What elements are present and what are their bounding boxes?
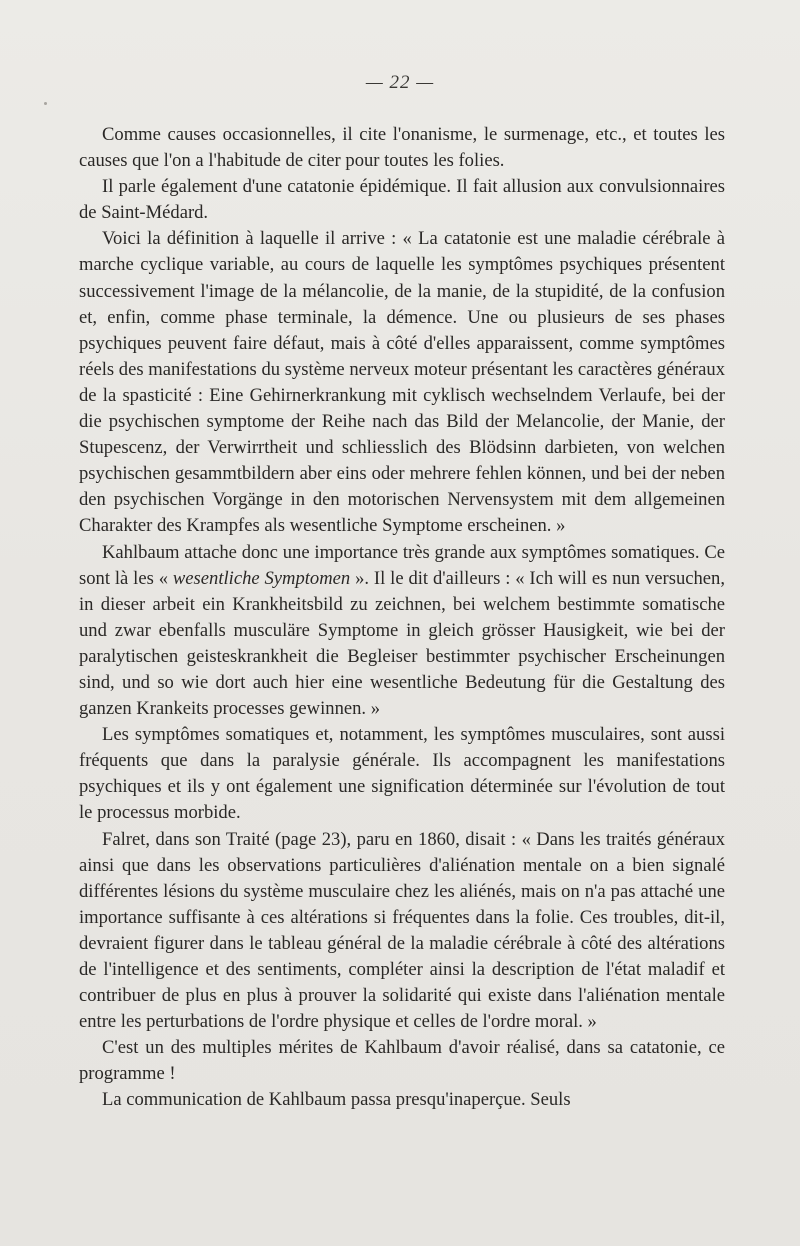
paragraph-text-after: ». Il le dit d'ailleurs : « Ich will es nun versuchen, in dieser arbeit ein Krankheitsbild zu zeichnen, bei welchem bestimmte somatische und zwar ebenfalls musculäre Symptome in gleich grösser Hausigkeit, wie bei der paralytischen geisteskrankheit die Begleiser bestimmter psychischer Erscheinungen sind, und so wie dort auch hier eine wesentliche Bedeutung für die Gestaltung des ganzen Krankeits processes gewinnen. » (79, 567, 725, 720)
paragraph-falret: Falret, dans son Traité (page 23), paru en 1860, disait : « Dans les traités généraux ainsi que dans les observations particulières d'aliénation mentale on a bien signalé différentes lésions du système musculaire chez les aliénés, mais on n'a pas attaché une importance suffisante à ces altérations si fréquentes dans la folie. Ces troubles, dit-il, devraient figurer dans le tableau général de la maladie cérébrale à côté des altérations de l'intelligence et des sentiments, compléter ainsi la description de l'état maladif et contribuer de plus en plus à prouver la solidarité qui existe dans l'aliénation mentale entre les perturbations de l'ordre physique et celles de l'ordre moral. » (79, 828, 725, 1033)
paragraph-communication: La communication de Kahlbaum passa presqu'inaperçue. Seuls (102, 1089, 571, 1111)
italic-term: wesentliche Symptomen (172, 567, 351, 589)
paper-speck (44, 102, 47, 105)
paragraph-causes-occasionnelles: Comme causes occasionnelles, il cite l'onanisme, le surmenage, etc., et toutes les causes que l'on a l'habitude de citer pour toutes les folies. (79, 124, 725, 172)
paragraph-text-before: Kahlbaum attache donc une importance très grande aux symptômes somatiques. Ce sont là les « (79, 541, 725, 589)
paragraph-symptomes-somatiques (79, 540, 725, 723)
paragraph-catatonie-epidemique: Il parle également d'une catatonie épidémique. Il fait allusion aux convulsionnaires de Saint-Médard. (79, 176, 725, 224)
paragraph-definition: Voici la définition à laquelle il arrive : « La catatonie est une maladie cérébrale à marche cyclique variable, au cours de laquelle les symptômes psychiques présentent successivement l'image de la mélancolie, de la manie, de la stupidité, de la confusion et, enfin, comme phase terminale, la démence. Une ou plusieurs de ses phases psychiques peuvent faire défaut, mais à côté d'elles apparaissent, comme symptômes réels des manifestations du système nerveux moteur présentant les caractères généraux de la spasticité : Eine Gehirnerkrankung mit cyklisch wechselndem Verlaufe, bei der die psychischen symptome der Reihe nach das Bild der Melancolie, der Manie, der Stupescenz, der Verwirrtheit und schliesslich des Blödsinn darbieten, von welchen psychischen gesammtbildern aber eins oder mehrere fehlen können, und bei der neben den psychischen Vorgänge in den motorischen Nervensystem mit dem allgemeinen Charakter des Krampfes als wesentliche Symptome erscheinen. » (79, 228, 725, 537)
paragraph-merites-kahlbaum: C'est un des multiples mérites de Kahlbaum d'avoir réalisé, dans sa catatonie, ce programme ! (79, 1037, 725, 1085)
page-number: — 22 — (365, 72, 435, 93)
body-text (79, 122, 725, 1114)
paragraph-symptomes-musculaires: Les symptômes somatiques et, notamment, les symptômes musculaires, sont aussi fréquents que dans la paralysie générale. Ils accompagnent les manifestations psychiques et ils y ont également une signification déterminée sur l'évolution de tout le processus morbide. (79, 724, 725, 824)
